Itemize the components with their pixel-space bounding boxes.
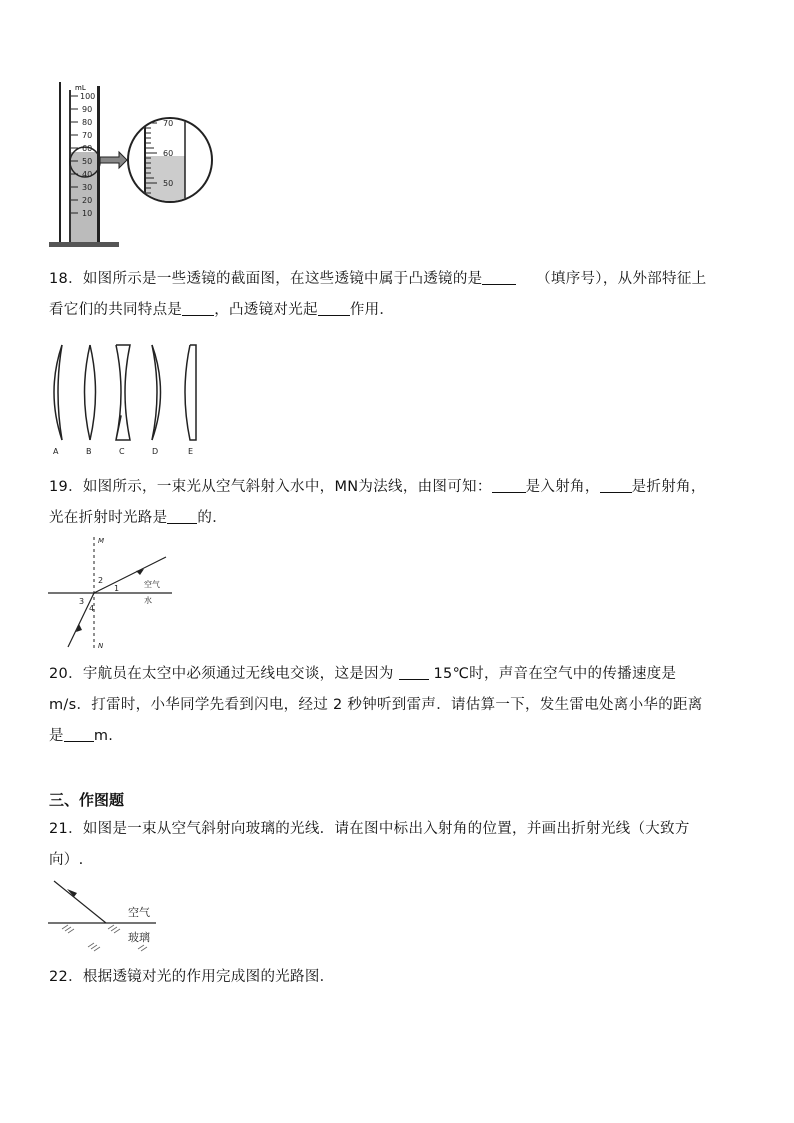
label-water: 水: [144, 596, 152, 605]
q21-line2: 向）.: [49, 852, 84, 868]
q20-line1: 20．宇航员在太空中必须通过无线电交谈，这是因为 15℃时，声音在空气中的传播速度是: [49, 666, 677, 682]
tick-label: 60: [82, 144, 93, 153]
air-glass-figure: [48, 877, 160, 955]
q21-line1: 21．如图是一束从空气斜射向玻璃的光线．请在图中标出入射角的位置，并画出折射光线（大致方: [49, 821, 690, 837]
answer-blank[interactable]: [318, 301, 350, 316]
label-air: 空气: [144, 580, 160, 589]
label-air: 空气: [128, 906, 150, 919]
answer-blank[interactable]: [399, 665, 429, 680]
q18-line1: 18．如图所示是一些透镜的截面图，在这些透镜中属于凸透镜的是 （填序号），从外部特征上: [49, 271, 707, 287]
tick-label: 80: [82, 118, 93, 127]
angle-label: 1: [114, 584, 120, 593]
tick-label: 20: [82, 196, 93, 205]
lens-label: D: [152, 447, 159, 456]
angle-label: 2: [98, 576, 104, 585]
label-n: N: [98, 642, 104, 650]
cylinder-unit: mL: [75, 84, 86, 92]
answer-blank[interactable]: [167, 509, 197, 524]
question-20: [49, 659, 749, 752]
zoom-tick-label: 70: [163, 119, 174, 128]
tick-label: 100: [80, 92, 96, 101]
tick-label: 40: [82, 170, 93, 179]
q19-line2: 光在折射时光路是 的．: [49, 510, 228, 526]
q20-line3: 是 m.: [49, 728, 114, 744]
section-title: 三、作图题: [49, 791, 125, 809]
lens-label: E: [188, 447, 194, 456]
angle-label: 3: [79, 597, 85, 606]
question-19: [49, 472, 749, 534]
angle-label: 4: [89, 604, 95, 613]
answer-blank[interactable]: [482, 270, 516, 285]
question-18: [49, 264, 749, 326]
q18-line2: 看它们的共同特点是 ，凸透镜对光起 作用．: [49, 302, 395, 318]
refraction-figure: [48, 535, 173, 653]
lens-cross-sections-figure: [44, 340, 209, 460]
q20-line2: m/s．打雷时，小华同学先看到闪电，经过 2 秒钟听到雷声．请估算一下，发生雷电处离小华的距离: [49, 697, 703, 713]
question-22: 22．根据透镜对光的作用完成图的光路图．: [49, 969, 335, 985]
answer-blank[interactable]: [182, 301, 214, 316]
tick-label: 90: [82, 105, 93, 114]
lens-label: C: [119, 447, 125, 456]
zoom-tick-label: 50: [163, 179, 174, 188]
zoom-tick-label: 60: [163, 149, 174, 158]
q19-line1: 19．如图所示，一束光从空气斜射入水中，MN为法线，由图可知： 是入射角， 是折射角，: [49, 479, 706, 495]
lens-label: B: [86, 447, 92, 456]
tick-label: 10: [82, 209, 93, 218]
tick-label: 70: [82, 131, 93, 140]
answer-blank[interactable]: [64, 727, 94, 742]
lens-label: A: [53, 447, 59, 456]
label-glass: 玻璃: [128, 931, 150, 944]
label-m: M: [98, 537, 105, 545]
tick-label: 30: [82, 183, 93, 192]
answer-blank[interactable]: [492, 478, 526, 493]
answer-blank[interactable]: [600, 478, 632, 493]
graduated-cylinder-figure: [45, 82, 225, 254]
tick-label: 50: [82, 157, 93, 166]
question-21: [49, 814, 749, 876]
